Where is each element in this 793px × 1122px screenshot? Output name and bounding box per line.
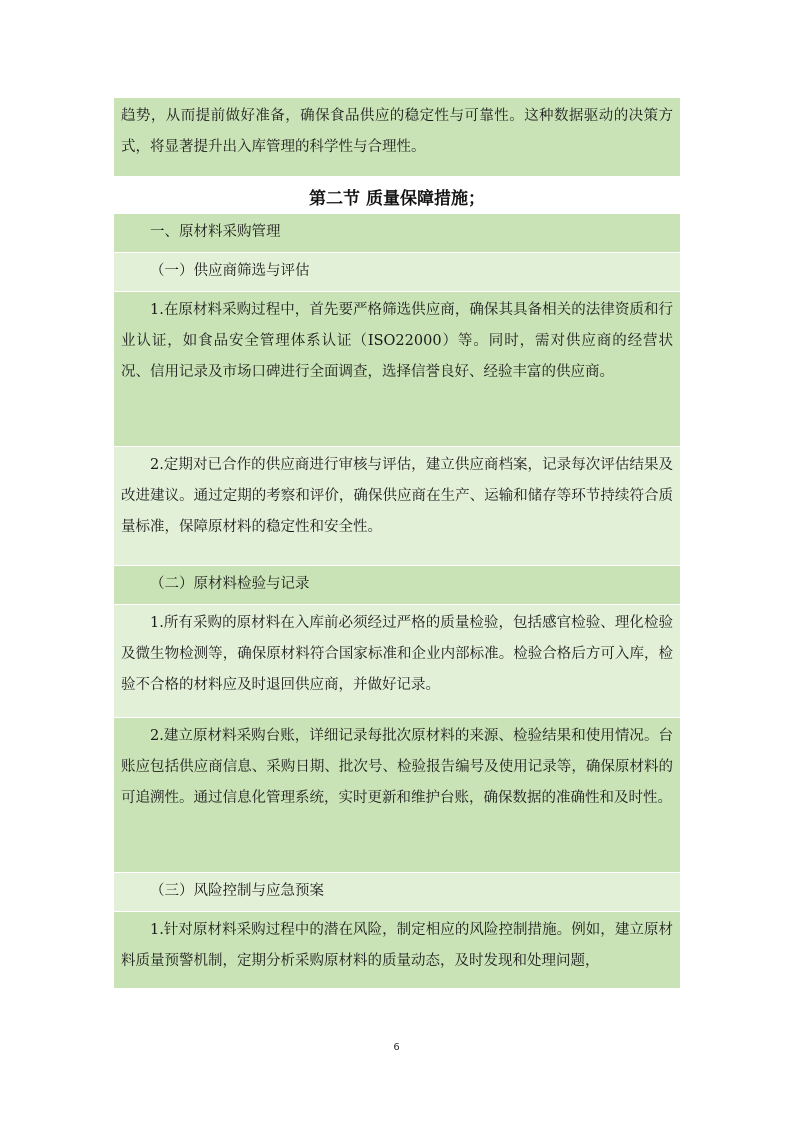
page-number: 6 xyxy=(393,1042,400,1053)
paragraph-material-inspection-1: 1.所有采购的原材料在入库前必须经过严格的质量检验，包括感官检验、理化检验及微生物检测等，确保原材料符合国家标准和企业内部标准。检验合格后方可入库，检验不合格的材料应及时退回供应商，并做好记录。 xyxy=(114,605,680,717)
paragraph-procurement-ledger-2: 2.建立原材料采购台账，详细记录每批次原材料的来源、检验结果和使用情况。台账应包括供应商信息、采购日期、批次号、检验报告编号及使用记录等，确保原材料的可追溯性。通过信息化管理系统，实时更新和维护台账，确保数据的准确性和及时性。 xyxy=(114,718,680,872)
intro-paragraph: 趋势，从而提前做好准备，确保食品供应的稳定性与可靠性。这种数据驱动的决策方式，将显著提升出入库管理的科学性与合理性。 xyxy=(114,98,680,176)
paragraph-risk-control-1: 1.针对原材料采购过程中的潜在风险，制定相应的风险控制措施。例如，建立原材料质量预警机制，定期分析采购原材料的质量动态，及时发现和处理问题， xyxy=(114,912,680,988)
subheading-risk-control: （三）风险控制与应急预案 xyxy=(114,873,680,911)
paragraph-supplier-screening-1: 1.在原材料采购过程中，首先要严格筛选供应商，确保其具备相关的法律资质和行业认证，如食品安全管理体系认证（ISO22000）等。同时，需对供应商的经营状况、信用记录及市场口碑进行全面调查，选择信誉良好、经验丰富的供应商。 xyxy=(114,292,680,446)
section-title: 第二节 质量保障措施； xyxy=(309,189,485,209)
paragraph-supplier-review-2: 2.定期对已合作的供应商进行审核与评估，建立供应商档案，记录每次评估结果及改进建议。通过定期的考察和评价，确保供应商在生产、运输和储存等环节持续符合质量标准，保障原材料的稳定性和安全性。 xyxy=(114,447,680,565)
subheading-material-inspection: （二）原材料检验与记录 xyxy=(114,566,680,604)
subheading-supplier-screening: （一）供应商筛选与评估 xyxy=(114,253,680,291)
heading-raw-material-procurement: 一、原材料采购管理 xyxy=(114,214,680,252)
